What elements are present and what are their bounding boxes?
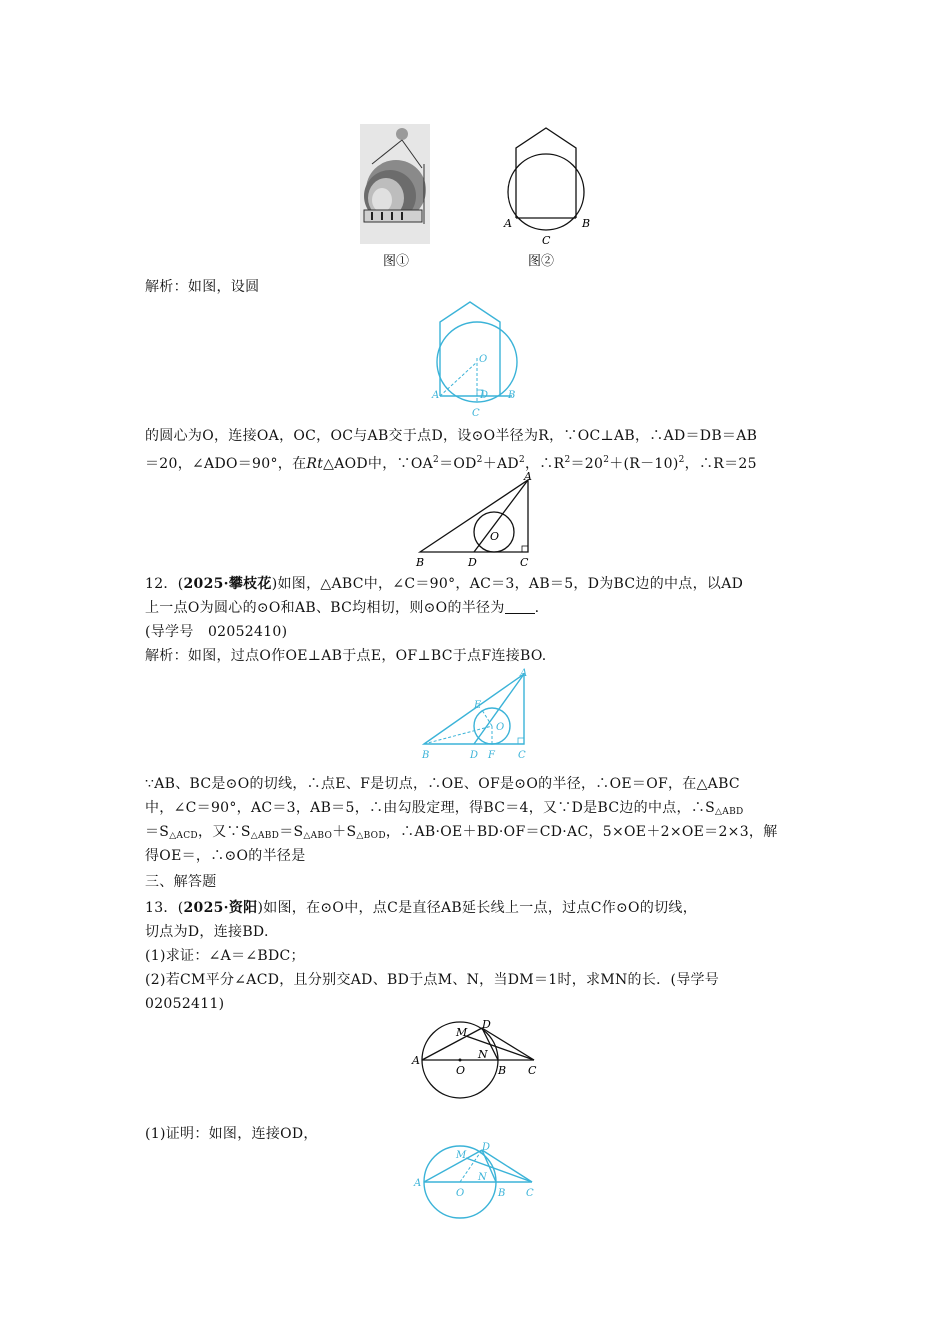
label-o: O	[490, 530, 500, 543]
label-m: M	[456, 1026, 468, 1039]
label-b: B	[498, 1188, 506, 1199]
answer-blank[interactable]	[505, 599, 535, 614]
problem13-line2: 切点为D，连接BD.	[145, 924, 269, 940]
label-b: B	[582, 217, 591, 230]
problem13-line4: (2)若CM平分∠ACD，且分别交AD、BD于点M、N，当DM＝1时，求MN的长．(导学号	[145, 972, 720, 988]
label-c: C	[526, 1188, 534, 1199]
label-d: D	[470, 750, 479, 761]
solution1-line2: ＝20，∠ADO＝90°，在Rt△AOD中，$\because OA^2=OD^2+AD^2$，$\therefore R^2=20^2+(R-10)^2$，∴R＝25	[145, 455, 757, 472]
problem12-solution-figure	[418, 666, 542, 766]
label-a: A	[524, 470, 532, 483]
label-c: C	[528, 1064, 537, 1077]
label-c: C	[520, 556, 529, 569]
label-d: D	[468, 556, 477, 569]
label-a: A	[520, 668, 528, 679]
problem12-sol4: 得OE＝，∴⊙O的半径是	[145, 848, 306, 864]
problem12-line1: 12．(2025·攀枝花)如图，△ABC中，∠C＝90°，AC＝3，AB＝5，D为BC边的中点，以AD	[145, 576, 744, 592]
problem12-line3: (导学号 02052410)	[145, 624, 288, 640]
label-m: M	[456, 1150, 467, 1161]
label-b: B	[498, 1064, 507, 1077]
label-a: A	[432, 390, 440, 401]
label-o: O	[456, 1188, 465, 1199]
label-c: C	[472, 408, 480, 419]
problem13-line5: 02052411)	[145, 996, 225, 1012]
solution1-figure	[422, 296, 526, 424]
problem12-sol3: $=S_{\triangle ACD}$，又$\because S_{\triangle ABD}=S_{\triangle ABO}+S_{\triangle BOD}$，∴AB·OE＋BD·OF＝CD·AC，5×OE＋2×OE＝2×3，解	[145, 824, 778, 841]
problem13-proof: (1)证明：如图，连接OD，	[145, 1126, 318, 1142]
problem13-figure	[408, 1016, 548, 1120]
label-f: F	[488, 750, 495, 761]
label-a: A	[412, 1054, 420, 1067]
label-b: B	[416, 556, 425, 569]
problem13-solution-figure	[410, 1140, 546, 1228]
label-o: O	[496, 722, 505, 733]
problem12-line4: 解析：如图，过点O作OE⊥AB于点E，OF⊥BC于点F连接BO.	[145, 648, 547, 664]
label-a: A	[504, 217, 512, 230]
solution1-line1: 的圆心为O，连接OA，OC，OC与AB交于点D，设⊙O半径为R，∵OC⊥AB，∴AD＝DB＝AB	[145, 428, 758, 444]
figure-1-caption: 图①	[383, 254, 410, 269]
label-n: N	[478, 1048, 488, 1061]
label-n: N	[478, 1172, 487, 1183]
label-a: A	[414, 1178, 422, 1189]
problem13-line3: (1)求证：∠A＝∠BDC；	[145, 948, 305, 964]
label-d: D	[480, 390, 489, 401]
solution1-intro: 解析：如图，设圆	[145, 279, 260, 295]
figure-2-caption: 图②	[528, 254, 555, 269]
label-e: E	[474, 700, 482, 711]
label-o: O	[479, 354, 488, 365]
section-heading: 三、解答题	[145, 874, 217, 890]
problem12-figure	[414, 470, 544, 574]
label-d: D	[482, 1018, 491, 1031]
problem13-line1: 13．(2025·资阳)如图，在⊙O中，点C是直径AB延长线上一点，过点C作⊙O的切线，	[145, 900, 698, 916]
figure-2-diagram	[500, 122, 600, 252]
problem12-line2: 上一点O为圆心的⊙O和AB、BC均相切，则⊙O的半径为 .	[145, 600, 540, 616]
label-o: O	[456, 1064, 466, 1077]
label-b: B	[508, 390, 516, 401]
label-c: C	[542, 234, 551, 247]
label-d: D	[482, 1142, 491, 1153]
figure-1-photo	[360, 124, 430, 248]
problem12-sol2: 中，∠C＝90°，AC＝3，AB＝5，∴由勾股定理，得BC＝4，又∵D是BC边的中点，$\therefore S_{\triangle ABD}$	[145, 800, 744, 817]
label-b: B	[422, 750, 430, 761]
label-c: C	[518, 750, 526, 761]
problem12-sol1: ∵AB、BC是⊙O的切线，∴点E、F是切点，∴OE、OF是⊙O的半径，∴OE＝OF，在△ABC	[145, 776, 740, 792]
